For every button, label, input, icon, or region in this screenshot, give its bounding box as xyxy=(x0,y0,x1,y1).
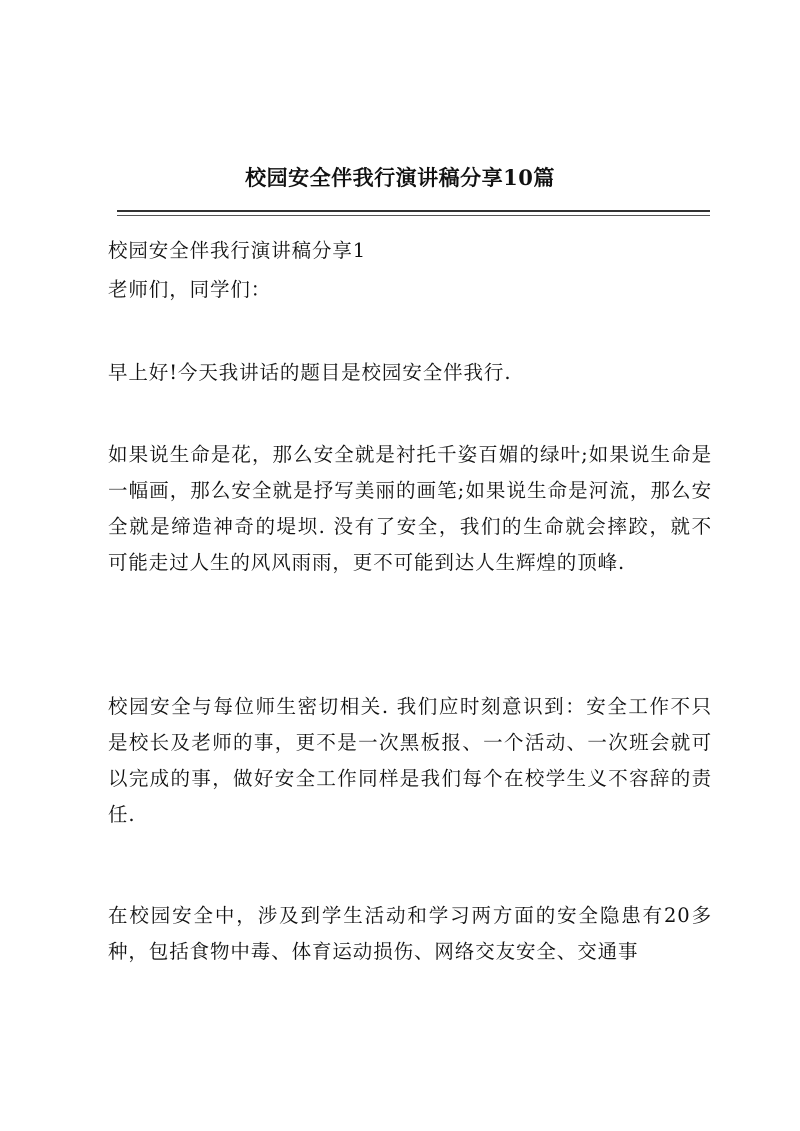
title-divider-thin xyxy=(117,215,710,216)
paragraph-2: 校园安全与每位师生密切相关. 我们应时刻意识到：安全工作不只是校长及老师的事，更不是一次黑板报、一个活动、一次班会就可以完成的事，做好安全工作同样是我们每个在校学生义不容辞的责任. xyxy=(108,695,712,826)
title-divider xyxy=(117,210,710,212)
paragraph-1: 如果说生命是花，那么安全就是衬托千姿百媚的绿叶;如果说生命是一幅画，那么安全就是抒写美丽的画笔;如果说生命是河流，那么安全就是缔造神奇的堤坝. 没有了安全，我们的生命就会摔跤，就不可能走过人生的风风雨雨，更不可能到达人生辉煌的顶峰. xyxy=(108,443,712,574)
section-heading: 校园安全伴我行演讲稿分享1 xyxy=(108,239,367,262)
greeting-paragraph: 早上好!今天我讲话的题目是校园安全伴我行. xyxy=(108,361,512,384)
paragraph-3: 在校园安全中，涉及到学生活动和学习两方面的安全隐患有20多种，包括食物中毒、体育运动损伤、网络交友安全、交通事 xyxy=(108,904,712,963)
document-title: 校园安全伴我行演讲稿分享10篇 xyxy=(245,165,555,190)
salutation: 老师们，同学们： xyxy=(108,278,272,301)
